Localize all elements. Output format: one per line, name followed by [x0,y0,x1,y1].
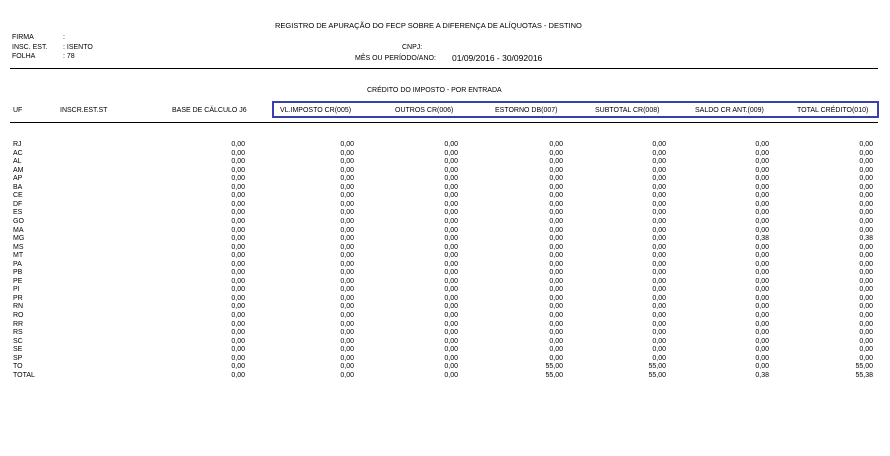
uf-cell: TO [13,363,23,371]
value-cell: 0,00 [340,363,354,371]
value-cell: 0,00 [340,192,354,200]
value-cell: 0,00 [755,277,769,285]
value-cell: 0,00 [859,192,873,200]
value-cell: 55,00 [648,363,666,371]
uf-cell: PE [13,277,23,285]
uf-cell: MG [13,235,25,243]
value-cell: 0,00 [859,243,873,251]
value-cell: 0,00 [444,371,458,379]
section-title: CRÉDITO DO IMPOSTO - POR ENTRADA [367,87,502,94]
value-cell: 0,00 [549,303,563,311]
value-cell: 0,00 [859,149,873,157]
uf-cell: BA [13,183,23,191]
value-cell: 0,00 [231,354,245,362]
columns-divider [10,122,878,123]
value-cell: 0,00 [549,183,563,191]
uf-cell: RO [13,312,24,319]
value-cell: 0,00 [444,286,458,294]
value-cell: 0,00 [231,141,245,148]
column-header-saldo: SALDO CR ANT.(009) [695,107,764,114]
value-cell: 0,00 [755,260,769,268]
value-cell: 0,00 [231,243,245,251]
value-cell: 0,00 [340,226,354,234]
value-cell: 0,00 [859,226,873,234]
periodo-value: 01/09/2016 - 30/092016 [452,53,543,63]
uf-cell: MA [13,226,24,234]
value-cell: 0,00 [549,329,563,337]
value-cell: 0,00 [859,183,873,191]
value-cell: 0,00 [549,320,563,328]
value-cell: 0,00 [652,286,666,294]
value-cell: 0,00 [652,294,666,302]
value-cell: 0,00 [859,217,873,225]
value-cell: 0,00 [549,252,563,260]
value-cell: 0,00 [340,166,354,174]
value-cell: 0,00 [549,141,563,148]
value-cell: 0,00 [755,209,769,217]
uf-cell: AC [13,149,23,157]
value-cell: 0,00 [340,243,354,251]
value-cell: 0,00 [340,277,354,285]
value-cell: 0,00 [444,183,458,191]
value-cell: 0,00 [549,235,563,243]
value-cell: 0,00 [859,269,873,277]
value-cell: 0,00 [231,277,245,285]
value-cell: 0,00 [549,149,563,157]
value-cell: 0,00 [340,294,354,302]
value-cell: 0,00 [444,252,458,260]
column-header-base: BASE DE CÁLCULO J6 [172,107,247,114]
value-cell: 0,00 [652,200,666,208]
value-cell: 0,00 [652,354,666,362]
value-cell: 0,00 [231,158,245,166]
value-cell: 0,00 [231,294,245,302]
value-cell: 0,00 [755,294,769,302]
value-cell: 55,00 [545,371,563,379]
firma-value: : [63,34,65,41]
value-cell: 0,00 [652,209,666,217]
value-cell: 0,00 [340,235,354,243]
value-cell: 0,00 [444,294,458,302]
uf-cell: ES [13,209,23,217]
value-cell: 0,00 [859,260,873,268]
value-cell: 0,00 [340,200,354,208]
value-cell: 0,00 [652,141,666,148]
value-cell: 0,00 [652,312,666,319]
value-cell: 0,00 [859,175,873,183]
periodo-label: MÊS OU PERÍODO/ANO: [355,55,436,62]
value-cell: 0,00 [755,217,769,225]
value-cell: 0,00 [755,149,769,157]
value-cell: 55,00 [855,363,873,371]
report-title: REGISTRO DE APURAÇÃO DO FECP SOBRE A DIFERENÇA DE ALÍQUOTAS - DESTINO [275,21,582,30]
value-cell: 0,00 [859,286,873,294]
value-cell: 0,00 [859,141,873,148]
uf-cell: AM [13,166,24,174]
value-cell: 0,00 [549,200,563,208]
value-cell: 0,00 [444,346,458,354]
value-cell: 0,00 [340,312,354,319]
value-cell: 0,00 [340,337,354,345]
value-cell: 0,00 [549,158,563,166]
value-cell: 0,00 [444,363,458,371]
value-cell: 0,00 [231,217,245,225]
value-cell: 0,00 [340,209,354,217]
value-cell: 0,00 [231,337,245,345]
value-cell: 0,00 [444,175,458,183]
value-cell: 0,00 [652,260,666,268]
value-cell: 0,38 [859,235,873,243]
value-cell: 0,00 [231,269,245,277]
value-cell: 0,00 [755,141,769,148]
value-cell: 0,00 [549,312,563,319]
value-cell: 0,00 [231,192,245,200]
uf-cell: RR [13,320,24,328]
column-header-inscr: INSCR.EST.ST [60,107,108,114]
uf-cell: CE [13,192,23,200]
value-cell: 0,00 [755,192,769,200]
value-cell: 0,00 [549,260,563,268]
value-cell: 0,00 [652,192,666,200]
value-cell: 0,00 [755,226,769,234]
value-cell: 0,00 [444,260,458,268]
uf-cell: AL [13,158,22,166]
value-cell: 0,00 [444,209,458,217]
value-cell: 0,00 [231,235,245,243]
uf-cell: RN [13,303,24,311]
value-cell: 0,00 [859,200,873,208]
value-cell: 0,00 [444,303,458,311]
value-cell: 0,00 [859,166,873,174]
value-cell: 0,00 [755,252,769,260]
value-cell: 0,00 [340,354,354,362]
value-cell: 0,00 [652,235,666,243]
value-cell: 0,00 [755,303,769,311]
value-cell: 0,00 [340,260,354,268]
column-header-vl-imposto: VL.IMPOSTO CR(005) [280,107,352,114]
value-cell: 0,00 [652,183,666,191]
value-cell: 0,00 [755,346,769,354]
value-cell: 0,00 [652,269,666,277]
firma-label: FIRMA [12,34,34,41]
value-cell: 0,00 [859,303,873,311]
value-cell: 0,00 [231,371,245,379]
value-cell: 0,00 [549,209,563,217]
value-cell: 0,00 [652,226,666,234]
insc-label: INSC. EST. [12,44,48,51]
value-cell: 0,00 [340,141,354,148]
value-cell: 0,00 [549,286,563,294]
value-cell: 0,00 [859,337,873,345]
value-cell: 0,00 [652,158,666,166]
value-cell: 0,00 [755,354,769,362]
value-cell: 0,00 [859,158,873,166]
value-cell: 0,00 [231,363,245,371]
uf-cell: MT [13,252,24,260]
value-cell: 0,00 [755,183,769,191]
value-cell: 0,00 [231,149,245,157]
value-cell: 0,00 [549,175,563,183]
value-cell: 0,00 [755,320,769,328]
value-cell: 0,00 [231,252,245,260]
value-cell: 0,00 [755,312,769,319]
value-cell: 0,00 [652,346,666,354]
value-cell: 0,00 [652,166,666,174]
value-cell: 0,00 [859,354,873,362]
value-cell: 0,00 [549,226,563,234]
value-cell: 0,00 [444,226,458,234]
value-cell: 0,00 [549,269,563,277]
value-cell: 0,00 [340,158,354,166]
value-cell: 0,00 [231,183,245,191]
value-cell: 0,00 [755,200,769,208]
value-cell: 0,00 [444,329,458,337]
value-cell: 0,00 [549,354,563,362]
value-cell: 0,00 [859,277,873,285]
value-cell: 0,00 [859,329,873,337]
value-cell: 0,00 [444,166,458,174]
value-cell: 0,00 [652,329,666,337]
value-cell: 0,00 [755,329,769,337]
column-header-subtotal: SUBTOTAL CR(008) [595,107,660,114]
value-cell: 0,00 [340,149,354,157]
header-divider [10,68,878,69]
uf-cell: PR [13,294,23,302]
value-cell: 0,00 [444,149,458,157]
uf-cell: SP [13,354,23,362]
uf-cell: SC [13,337,23,345]
value-cell: 0,00 [652,252,666,260]
value-cell: 0,00 [444,243,458,251]
value-cell: 0,00 [444,200,458,208]
value-cell: 0,00 [652,149,666,157]
value-cell: 0,00 [549,337,563,345]
value-cell: 0,00 [231,209,245,217]
column-header-estorno: ESTORNO DB(007) [495,107,558,114]
uf-cell: RJ [13,141,22,148]
insc-value: : ISENTO [63,44,93,51]
value-cell: 0,00 [231,166,245,174]
value-cell: 0,00 [652,337,666,345]
value-cell: 55,38 [855,371,873,379]
value-cell: 0,00 [231,303,245,311]
value-cell: 0,00 [340,329,354,337]
value-cell: 0,00 [340,320,354,328]
value-cell: 0,00 [859,346,873,354]
value-cell: 0,38 [755,235,769,243]
value-cell: 0,00 [755,286,769,294]
uf-cell: RS [13,329,23,337]
value-cell: 0,00 [231,260,245,268]
value-cell: 0,00 [444,235,458,243]
value-cell: 0,00 [652,303,666,311]
value-cell: 0,00 [652,320,666,328]
value-cell: 0,00 [444,277,458,285]
value-cell: 0,00 [340,371,354,379]
value-cell: 0,00 [652,217,666,225]
value-cell: 0,00 [444,312,458,319]
value-cell: 0,00 [755,269,769,277]
column-header-outros: OUTROS CR(006) [395,107,454,114]
column-header-total: TOTAL CRÉDITO(010) [797,107,869,114]
value-cell: 0,00 [444,158,458,166]
value-cell: 55,00 [648,371,666,379]
value-cell: 0,00 [444,354,458,362]
uf-cell: PB [13,269,23,277]
value-cell: 0,00 [340,183,354,191]
uf-cell: MS [13,243,24,251]
folha-label: FOLHA [12,53,36,60]
value-cell: 0,00 [549,217,563,225]
uf-cell: AP [13,175,23,183]
value-cell: 0,00 [231,175,245,183]
value-cell: 0,00 [340,286,354,294]
value-cell: 0,00 [340,217,354,225]
value-cell: 0,00 [652,277,666,285]
value-cell: 0,00 [549,192,563,200]
value-cell: 0,00 [231,312,245,319]
value-cell: 0,00 [231,329,245,337]
value-cell: 0,00 [444,320,458,328]
value-cell: 0,00 [755,337,769,345]
value-cell: 0,00 [231,200,245,208]
value-cell: 0,00 [340,269,354,277]
value-cell: 0,00 [652,175,666,183]
value-cell: 0,00 [444,217,458,225]
value-cell: 0,00 [340,303,354,311]
value-cell: 0,00 [340,252,354,260]
value-cell: 0,00 [755,158,769,166]
value-cell: 0,00 [549,294,563,302]
highlighted-columns-box [272,101,879,118]
value-cell: 0,00 [444,269,458,277]
uf-cell: GO [13,217,24,225]
value-cell: 0,00 [231,320,245,328]
value-cell: 0,00 [755,243,769,251]
uf-cell: DF [13,200,23,208]
column-header-uf: UF [13,107,23,114]
value-cell: 0,00 [444,141,458,148]
cnpj-label: CNPJ: [402,44,423,51]
value-cell: 0,00 [549,166,563,174]
uf-cell: SE [13,346,23,354]
folha-value: : 78 [63,53,75,60]
value-cell: 0,00 [859,209,873,217]
value-cell: 0,00 [549,277,563,285]
total-row [0,372,890,382]
value-cell: 0,00 [859,294,873,302]
value-cell: 0,00 [444,192,458,200]
value-cell: 0,00 [231,226,245,234]
uf-cell: PI [13,286,20,294]
value-cell: 0,00 [755,363,769,371]
value-cell: 0,00 [652,243,666,251]
value-cell: 0,00 [755,175,769,183]
value-cell: 0,00 [549,243,563,251]
value-cell: 0,00 [755,166,769,174]
value-cell: 0,00 [549,346,563,354]
value-cell: 0,00 [859,252,873,260]
uf-cell: PA [13,260,22,268]
value-cell: 0,00 [859,312,873,319]
uf-cell: TOTAL [13,371,35,379]
value-cell: 0,00 [340,346,354,354]
value-cell: 0,00 [859,320,873,328]
value-cell: 0,00 [231,346,245,354]
value-cell: 0,38 [755,371,769,379]
value-cell: 55,00 [545,363,563,371]
value-cell: 0,00 [231,286,245,294]
value-cell: 0,00 [444,337,458,345]
value-cell: 0,00 [340,175,354,183]
